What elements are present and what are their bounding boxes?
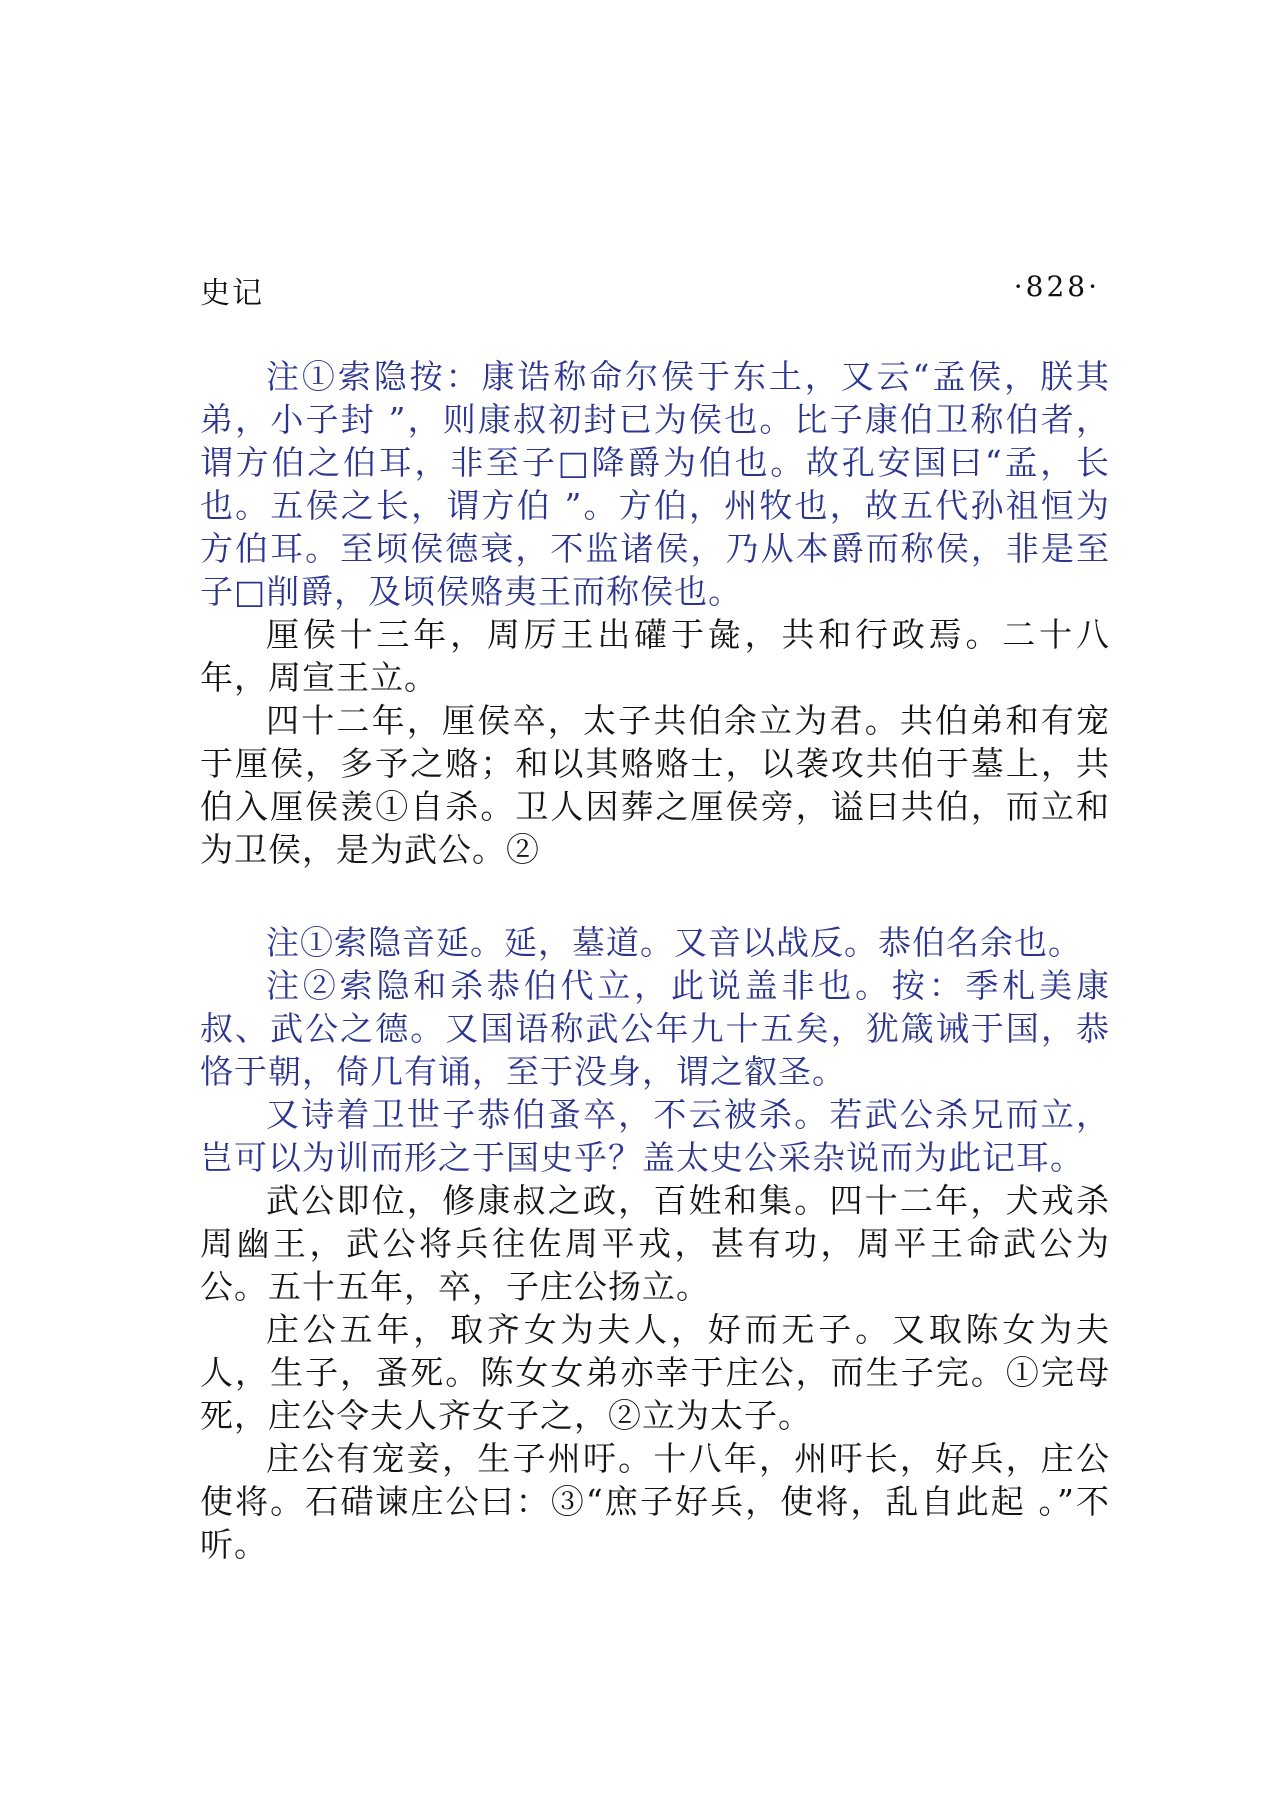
page-number: ·828· bbox=[1013, 270, 1100, 303]
body-paragraph: 武公即位，修康叔之政，百姓和集。四十二年，犬戎杀周幽王，武公将兵往佐周平戎，甚有功，周平王命武公为公。五十五年，卒，子庄公扬立。 bbox=[200, 1181, 1110, 1306]
note-paragraph: 注②索隐和杀恭伯代立，此说盖非也。按：季札美康叔、武公之德。又国语称武公年九十五矣，犹箴诫于国，恭恪于朝，倚几有诵，至于没身，谓之叡圣。 bbox=[200, 966, 1110, 1091]
body-paragraph: 四十二年，厘侯卒，太子共伯余立为君。共伯弟和有宠于厘侯，多予之赂；和以其赂赂士，以袭攻共伯于墓上，共伯入厘侯羡①自杀。卫人因葬之厘侯旁，谥曰共伯，而立和为卫侯，是为武公。② bbox=[200, 701, 1110, 869]
body-paragraph: 庄公有宠妾，生子州吁。十八年，州吁长，好兵，庄公使将。石碏谏庄公曰：③“庶子好兵，使将，乱自此起 。”不听。 bbox=[200, 1439, 1110, 1564]
text-body bbox=[200, 355, 1110, 1566]
note-paragraph: 又诗着卫世子恭伯蚤卒，不云被杀。若武公杀兄而立，岂可以为训而形之于国史乎？盖太史公采杂说而为此记耳。 bbox=[200, 1095, 1110, 1177]
body-paragraph: 厘侯十三年，周厉王出礶于彘，共和行政焉。二十八年，周宣王立。 bbox=[200, 615, 1110, 697]
note-paragraph: 注①索隐音延。延，墓道。又音以战反。恭伯名余也。 bbox=[266, 923, 1082, 962]
body-paragraph: 庄公五年，取齐女为夫人，好而无子。又取陈女为夫人，生子，蚤死。陈女女弟亦幸于庄公，而生子完。①完母死，庄公令夫人齐女子之，②立为太子。 bbox=[200, 1310, 1110, 1435]
page-header bbox=[200, 268, 1100, 312]
note-paragraph: 注①索隐按：康诰称命尔侯于东土，又云“孟侯，朕其弟，小子封 ”，则康叔初封已为侯也。比子康伯卫称伯者，谓方伯之伯耳，非至子□降爵为伯也。故孔安国曰“孟，长也。五侯之长，谓方伯 ”。方伯，州牧也，故五代孙祖恒为方伯耳。至顷侯德衰，不监诸侯，乃从本爵而称侯，非是至子□削爵，及顷侯赂夷王而称侯也。 bbox=[200, 357, 1110, 611]
book-title: 史记 bbox=[200, 276, 264, 311]
paragraph-gap bbox=[200, 871, 1110, 921]
